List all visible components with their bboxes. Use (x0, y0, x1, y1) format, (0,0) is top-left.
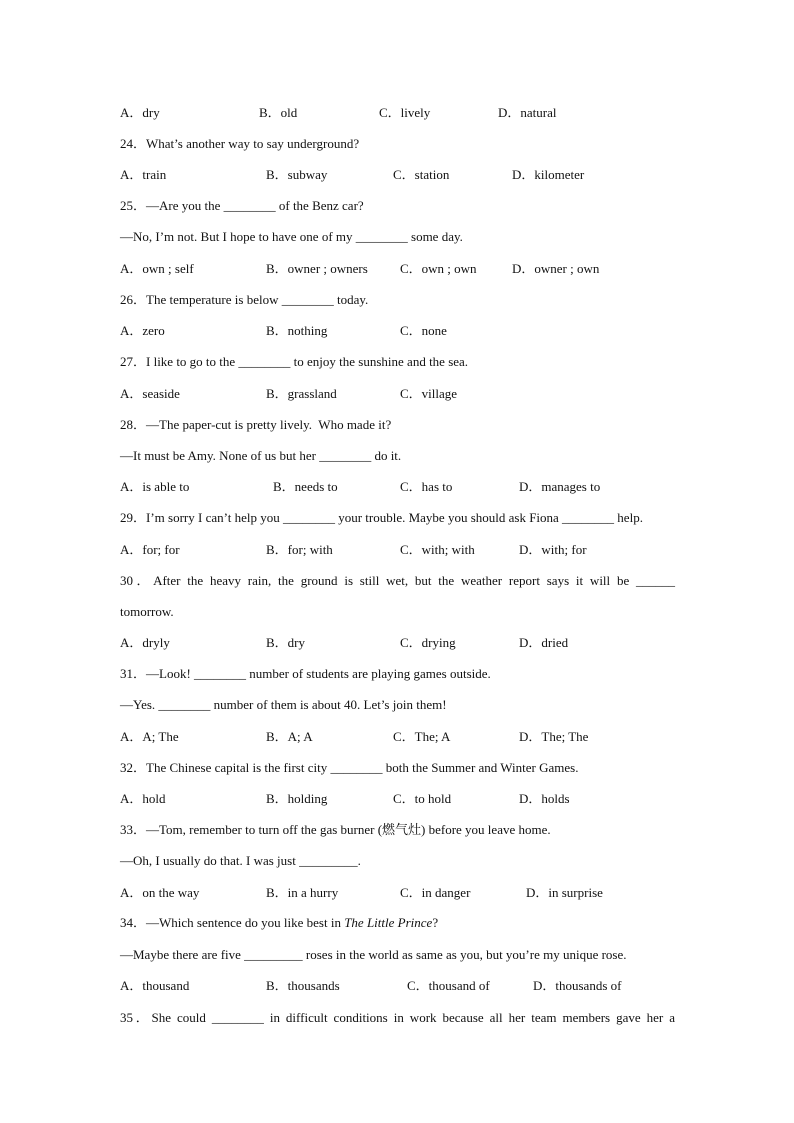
q25-option-a: A．own ; self (120, 261, 194, 276)
q23-option-c: C．lively (379, 105, 431, 120)
q27-option-a: A．seaside (120, 386, 180, 401)
q28-option-b: B．needs to (273, 479, 338, 494)
question-30-line-2: tomorrow. (120, 604, 174, 619)
question-35-line-1: 35．She could ________ in difficult conditions in work because all her team members gave her a (120, 1010, 675, 1025)
question-33-line-2: —Oh, I usually do that. I was just _________. (120, 853, 361, 868)
q33-option-b: B．in a hurry (266, 885, 339, 900)
question-34-suffix: ? (432, 915, 439, 930)
book-title: The Little Prince (344, 915, 433, 930)
q24-option-b: B．subway (266, 167, 328, 182)
question-29: 29．I’m sorry I can’t help you ________ your trouble. Maybe you should ask Fiona ________ help. (120, 510, 643, 525)
q30-option-d: D．dried (519, 635, 569, 650)
q25-option-d: D．owner ; own (512, 261, 600, 276)
q23-option-a: A．dry (120, 105, 160, 120)
question-25-line-2: —No, I’m not. But I hope to have one of my ________ some day. (120, 229, 463, 244)
q29-option-c: C．with; with (400, 542, 475, 557)
question-28-line-2: —It must be Amy. None of us but her ________ do it. (120, 448, 402, 463)
question-31-line-1: 31．—Look! ________ number of students are playing games outside. (120, 666, 491, 681)
question-33-line-1: 33．—Tom, remember to turn off the gas burner (燃气灶) before you leave home. (120, 822, 551, 837)
q28-option-a: A．is able to (120, 479, 190, 494)
question-28-line-1: 28．—The paper-cut is pretty lively. Who made it? (120, 417, 392, 432)
q31-option-a: A．A; The (120, 729, 179, 744)
q25-option-c: C．own ; own (400, 261, 477, 276)
q31-option-d: D．The; The (519, 729, 589, 744)
q30-option-c: C．drying (400, 635, 456, 650)
q26-option-c: C．none (400, 323, 447, 338)
q29-option-d: D．with; for (519, 542, 587, 557)
question-34-line-1 (120, 915, 438, 931)
q33-option-d: D．in surprise (526, 885, 603, 900)
question-25-line-1: 25．—Are you the ________ of the Benz car? (120, 198, 364, 213)
question-31-line-2: —Yes. ________ number of them is about 40. Let’s join them! (120, 697, 447, 712)
q23-option-d: D．natural (498, 105, 557, 120)
q29-option-a: A．for; for (120, 542, 180, 557)
q26-option-b: B．nothing (266, 323, 328, 338)
q23-option-b: B．old (259, 105, 298, 120)
q33-option-c: C．in danger (400, 885, 471, 900)
question-30-line-1: 30．After the heavy rain, the ground is still wet, but the weather report says it will be ______ (120, 573, 675, 588)
question-32: 32．The Chinese capital is the first city ________ both the Summer and Winter Games. (120, 760, 579, 775)
question-24: 24．What’s another way to say underground? (120, 136, 360, 151)
q24-option-d: D．kilometer (512, 167, 585, 182)
q32-option-d: D．holds (519, 791, 570, 806)
q34-option-d: D．thousands of (533, 978, 622, 993)
q29-option-b: B．for; with (266, 542, 333, 557)
q31-option-b: B．A; A (266, 729, 313, 744)
q34-option-b: B．thousands (266, 978, 340, 993)
q32-option-a: A．hold (120, 791, 166, 806)
q33-option-a: A．on the way (120, 885, 200, 900)
q30-option-a: A．dryly (120, 635, 170, 650)
question-26: 26．The temperature is below ________ today. (120, 292, 369, 307)
q25-option-b: B．owner ; owners (266, 261, 368, 276)
q28-option-c: C．has to (400, 479, 453, 494)
q24-option-c: C．station (393, 167, 450, 182)
q27-option-c: C．village (400, 386, 458, 401)
q34-option-a: A．thousand (120, 978, 190, 993)
q27-option-b: B．grassland (266, 386, 337, 401)
q30-option-b: B．dry (266, 635, 306, 650)
question-27: 27．I like to go to the ________ to enjoy the sunshine and the sea. (120, 354, 469, 369)
q31-option-c: C．The; A (393, 729, 451, 744)
q28-option-d: D．manages to (519, 479, 601, 494)
q32-option-c: C．to hold (393, 791, 452, 806)
question-34-line-2: —Maybe there are five _________ roses in the world as same as you, but you’re my unique rose. (120, 947, 627, 962)
q24-option-a: A．train (120, 167, 167, 182)
q26-option-a: A．zero (120, 323, 165, 338)
question-34-prefix: 34．—Which sentence do you like best in (120, 915, 345, 930)
q34-option-c: C．thousand of (407, 978, 490, 993)
q32-option-b: B．holding (266, 791, 328, 806)
